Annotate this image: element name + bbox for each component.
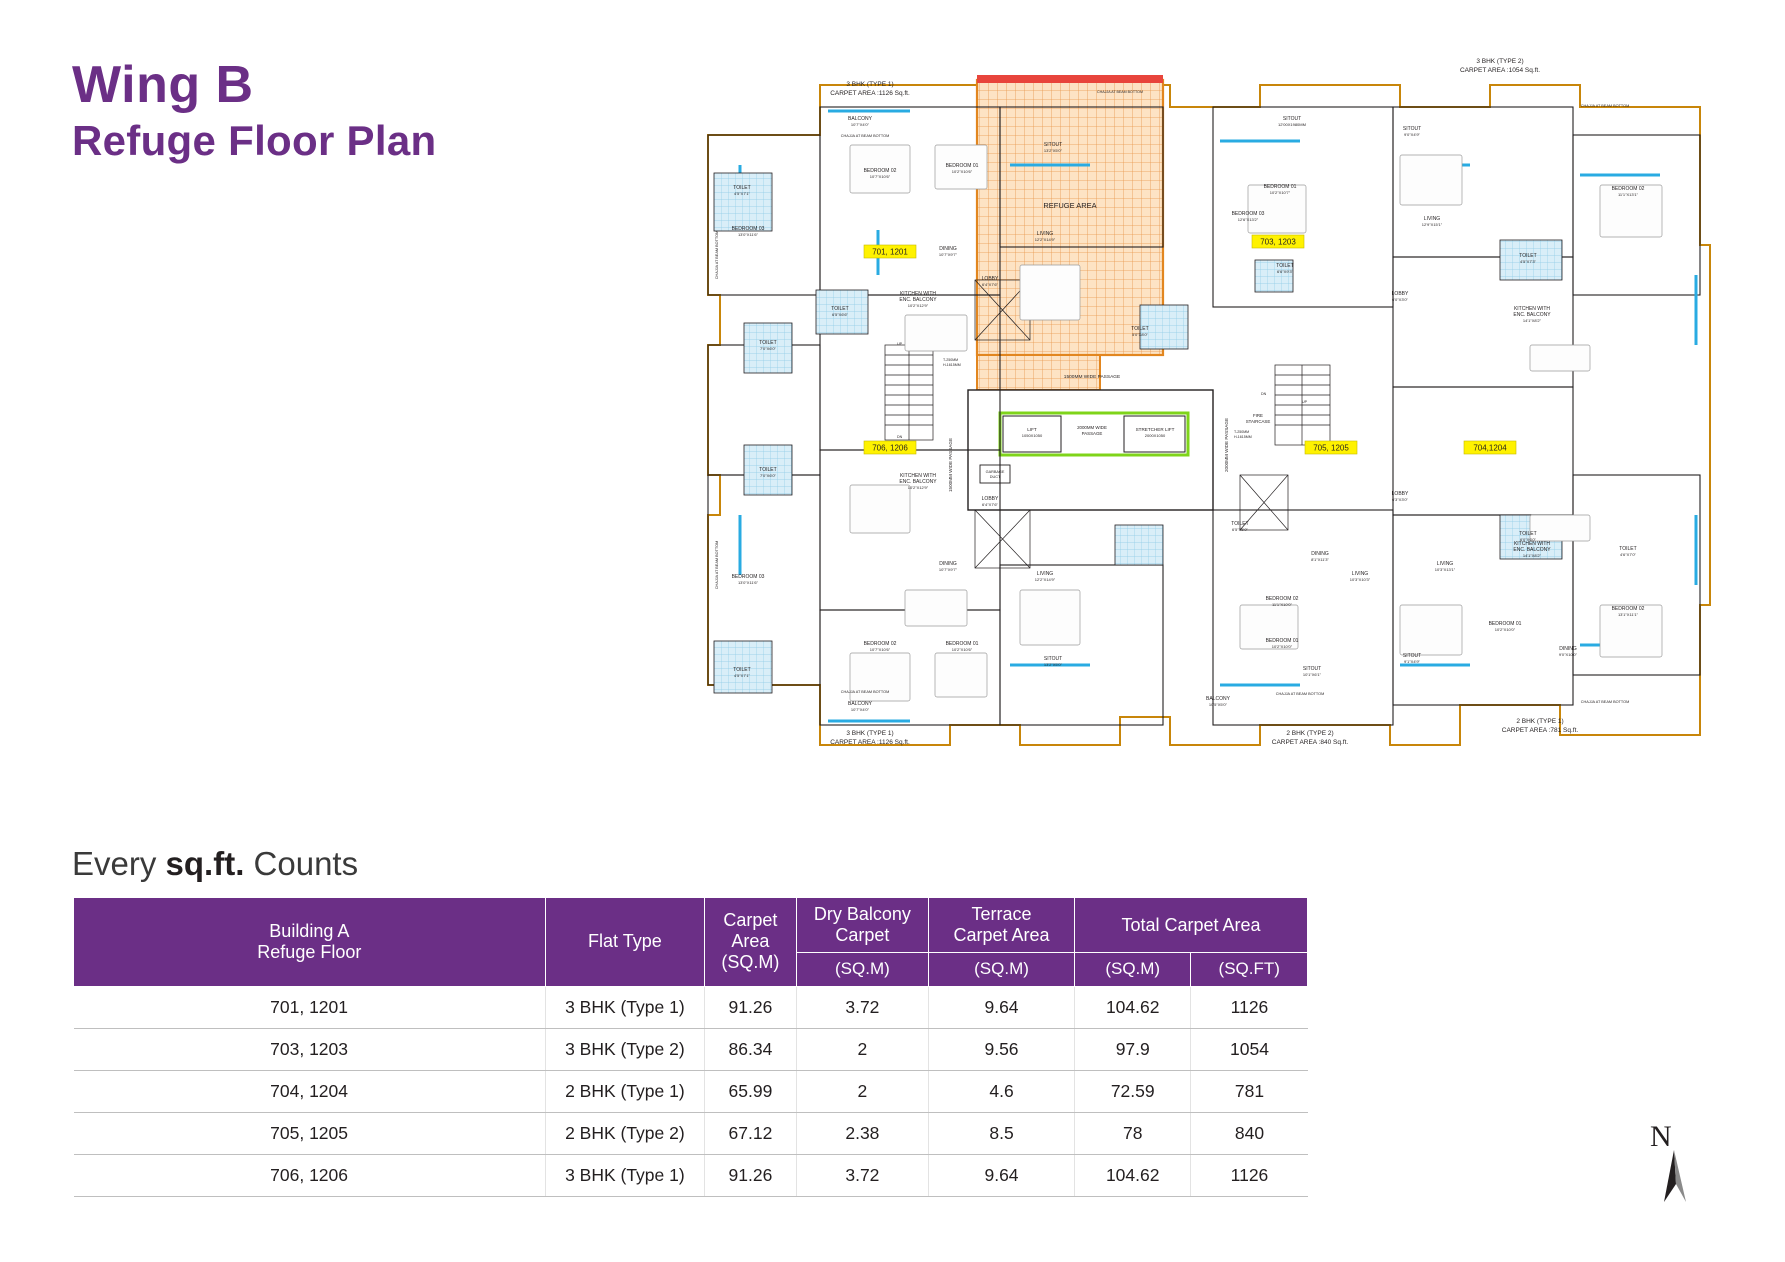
svg-text:KITCHEN WITH: KITCHEN WITH bbox=[899, 473, 937, 479]
table-row bbox=[74, 986, 1308, 1028]
svg-text:LOBBY: LOBBY bbox=[1391, 491, 1409, 497]
svg-text:13'1"X11'1": 13'1"X11'1" bbox=[1617, 612, 1639, 617]
svg-text:CARPET AREA :1126 Sq.ft.: CARPET AREA :1126 Sq.ft. bbox=[830, 739, 910, 746]
svg-text:7'0"X6'0": 7'0"X6'0" bbox=[760, 346, 776, 351]
table-header bbox=[74, 898, 1308, 987]
table-row bbox=[74, 1028, 1308, 1070]
svg-text:BEDROOM 01: BEDROOM 01 bbox=[1488, 621, 1522, 627]
page-title-block bbox=[72, 58, 436, 165]
cell-type: 3 BHK (Type 1) bbox=[545, 986, 704, 1028]
svg-text:1500MM WIDE PASSAGE: 1500MM WIDE PASSAGE bbox=[1063, 375, 1121, 380]
refuge-area-label: REFUGE AREA bbox=[1043, 201, 1097, 210]
svg-text:KITCHEN WITH: KITCHEN WITH bbox=[1513, 306, 1551, 312]
svg-text:DN: DN bbox=[1261, 392, 1267, 396]
cell-flats: 701, 1201 bbox=[74, 986, 546, 1028]
svg-text:14'1"X8'2": 14'1"X8'2" bbox=[1522, 553, 1542, 558]
svg-text:KITCHEN WITH: KITCHEN WITH bbox=[1513, 541, 1551, 547]
svg-text:TOILET: TOILET bbox=[1519, 531, 1537, 537]
cell-type: 3 BHK (Type 2) bbox=[545, 1028, 704, 1070]
header-terrace-line1: Terrace bbox=[971, 904, 1032, 924]
corner-title-bottom-left bbox=[830, 730, 910, 746]
svg-text:SITOUT: SITOUT bbox=[1402, 653, 1422, 659]
svg-text:10'7"X9'7": 10'7"X9'7" bbox=[938, 252, 958, 257]
svg-text:12'2"X14'9": 12'2"X14'9" bbox=[1034, 237, 1056, 242]
svg-text:1050X1050: 1050X1050 bbox=[1021, 433, 1043, 438]
cell-carpet: 65.99 bbox=[705, 1070, 797, 1112]
table-header-row-1 bbox=[74, 898, 1308, 953]
header-dry-line2: Carpet bbox=[835, 925, 890, 946]
cell-flats: 706, 1206 bbox=[74, 1154, 546, 1196]
svg-text:12'2"X14'9": 12'2"X14'9" bbox=[1034, 577, 1056, 582]
header-building bbox=[74, 898, 546, 987]
svg-text:BEDROOM 03: BEDROOM 03 bbox=[731, 574, 765, 580]
svg-text:CHAJJA AT BEAM BOTTOM: CHAJJA AT BEAM BOTTOM bbox=[1275, 692, 1325, 696]
svg-text:ENC. BALCONY: ENC. BALCONY bbox=[899, 297, 937, 303]
svg-text:CARPET AREA :781 Sq.ft.: CARPET AREA :781 Sq.ft. bbox=[1501, 727, 1579, 734]
svg-text:3 BHK (TYPE 2): 3 BHK (TYPE 2) bbox=[1476, 58, 1524, 65]
svg-text:10'7"X4'0": 10'7"X4'0" bbox=[850, 707, 870, 712]
svg-text:7'0"X6'0": 7'0"X6'0" bbox=[760, 473, 776, 478]
unit-callout-label: 704,1204 bbox=[1473, 443, 1507, 453]
svg-text:6'0"X3'0": 6'0"X3'0" bbox=[1392, 297, 1408, 302]
cell-total-sqm: 97.9 bbox=[1074, 1028, 1191, 1070]
header-terrace-unit: (SQ.M) bbox=[929, 953, 1075, 986]
cell-carpet: 86.34 bbox=[705, 1028, 797, 1070]
cell-carpet: 67.12 bbox=[705, 1112, 797, 1154]
north-letter: N bbox=[1650, 1120, 1672, 1153]
svg-text:3 BHK (TYPE 1): 3 BHK (TYPE 1) bbox=[846, 81, 894, 88]
svg-text:CHAJJA AT BEAM BOTTOM: CHAJJA AT BEAM BOTTOM bbox=[840, 134, 890, 138]
svg-text:SITOUT: SITOUT bbox=[1043, 656, 1063, 662]
header-flat-type: Flat Type bbox=[545, 898, 704, 987]
header-dry-unit: (SQ.M) bbox=[796, 953, 928, 986]
cell-terrace: 8.5 bbox=[929, 1112, 1075, 1154]
svg-text:12'9"X15'1": 12'9"X15'1" bbox=[1421, 222, 1443, 227]
svg-text:13'2"X5'0": 13'2"X5'0" bbox=[1043, 662, 1063, 667]
svg-text:5'0"X8'0": 5'0"X8'0" bbox=[1132, 332, 1148, 337]
svg-text:10'2"X12'9": 10'2"X12'9" bbox=[907, 303, 929, 308]
tagline-part3: Counts bbox=[244, 845, 359, 882]
svg-text:10'1"X6'1": 10'1"X6'1" bbox=[1302, 672, 1322, 677]
svg-text:1500MM WIDE PASSAGE: 1500MM WIDE PASSAGE bbox=[948, 437, 953, 493]
unit-callout-706 bbox=[864, 441, 916, 454]
unit-callout-705 bbox=[1305, 441, 1357, 454]
svg-text:13'2"X5'0": 13'2"X5'0" bbox=[1043, 148, 1063, 153]
cell-type: 3 BHK (Type 1) bbox=[545, 1154, 704, 1196]
svg-text:GARBAGE: GARBAGE bbox=[985, 470, 1005, 474]
svg-text:LOBBY: LOBBY bbox=[981, 496, 999, 502]
svg-text:6'5"X5'0": 6'5"X5'0" bbox=[1232, 527, 1248, 532]
svg-text:CHAJJA AT BEAM BOTTOM: CHAJJA AT BEAM BOTTOM bbox=[1580, 104, 1630, 108]
cell-flats: 704, 1204 bbox=[74, 1070, 546, 1112]
cell-total-sqft: 1126 bbox=[1191, 1154, 1308, 1196]
svg-text:4'5"X7'3": 4'5"X7'3" bbox=[1520, 259, 1536, 264]
cell-total-sqm: 72.59 bbox=[1074, 1070, 1191, 1112]
svg-text:9'0"X4'9": 9'0"X4'9" bbox=[1404, 132, 1420, 137]
svg-text:FIRE: FIRE bbox=[1252, 413, 1264, 418]
header-dry-balcony bbox=[796, 898, 928, 953]
header-building-line2: Refuge Floor bbox=[257, 941, 362, 962]
svg-text:STAIRCASE: STAIRCASE bbox=[1245, 419, 1271, 424]
svg-text:TOILET: TOILET bbox=[1619, 546, 1637, 552]
svg-text:6'6"X9'3": 6'6"X9'3" bbox=[1277, 269, 1293, 274]
svg-text:BEDROOM 02: BEDROOM 02 bbox=[863, 168, 897, 174]
carpet-area-table bbox=[73, 897, 1308, 1197]
svg-text:2 BHK (TYPE 2): 2 BHK (TYPE 2) bbox=[1286, 730, 1334, 737]
svg-text:12'6"X13'2": 12'6"X13'2" bbox=[1237, 217, 1259, 222]
svg-text:2000MM WIDE PASSAGE: 2000MM WIDE PASSAGE bbox=[1224, 417, 1229, 473]
unit-callout-label: 705, 1205 bbox=[1313, 443, 1349, 453]
svg-text:9'1"X4'9": 9'1"X4'9" bbox=[1404, 659, 1420, 664]
svg-text:10'2"X10'7": 10'2"X10'7" bbox=[1269, 190, 1291, 195]
cell-carpet: 91.26 bbox=[705, 986, 797, 1028]
cell-dry: 3.72 bbox=[796, 986, 928, 1028]
svg-text:H-1615MM: H-1615MM bbox=[943, 363, 961, 367]
cell-terrace: 9.64 bbox=[929, 986, 1075, 1028]
svg-text:14'1"X8'2": 14'1"X8'2" bbox=[1522, 318, 1542, 323]
svg-text:UP: UP bbox=[1302, 400, 1307, 404]
svg-text:BALCONY: BALCONY bbox=[848, 701, 872, 707]
svg-text:4'5"X7'1": 4'5"X7'1" bbox=[734, 673, 750, 678]
svg-text:UP: UP bbox=[897, 342, 902, 346]
unit-callout-label: 703, 1203 bbox=[1260, 237, 1296, 247]
svg-text:10'5"X5'0": 10'5"X5'0" bbox=[1208, 702, 1228, 707]
svg-text:TOILET: TOILET bbox=[1131, 326, 1149, 332]
svg-text:11'1"X10'0": 11'1"X10'0" bbox=[1271, 602, 1293, 607]
table-row bbox=[74, 1154, 1308, 1196]
svg-text:13'0"X11'6": 13'0"X11'6" bbox=[737, 580, 759, 585]
corner-title-bottom-right bbox=[1502, 718, 1579, 734]
svg-text:BEDROOM 02: BEDROOM 02 bbox=[863, 641, 897, 647]
header-total-sqm-unit: (SQ.M) bbox=[1074, 953, 1191, 986]
header-building-line1: Building A bbox=[269, 920, 350, 941]
svg-text:TOILET: TOILET bbox=[759, 467, 777, 473]
cell-dry: 3.72 bbox=[796, 1154, 928, 1196]
svg-text:TOILET: TOILET bbox=[733, 185, 751, 191]
table-body bbox=[74, 986, 1308, 1196]
svg-text:10'7"X10'6": 10'7"X10'6" bbox=[869, 647, 891, 652]
tagline-part1: Every bbox=[72, 845, 166, 882]
fire-staircase bbox=[1275, 365, 1330, 445]
svg-text:10'7"X4'0": 10'7"X4'0" bbox=[850, 122, 870, 127]
svg-text:2 BHK (TYPE 1): 2 BHK (TYPE 1) bbox=[1516, 718, 1564, 725]
svg-text:DINING: DINING bbox=[939, 561, 957, 567]
header-total-carpet: Total Carpet Area bbox=[1074, 898, 1307, 953]
svg-text:BEDROOM 01: BEDROOM 01 bbox=[1265, 638, 1299, 644]
cell-total-sqft: 781 bbox=[1191, 1070, 1308, 1112]
cell-dry: 2.38 bbox=[796, 1112, 928, 1154]
refuge-area bbox=[977, 75, 1163, 390]
svg-text:BALCONY: BALCONY bbox=[1206, 696, 1230, 702]
svg-text:6'3"X3'0": 6'3"X3'0" bbox=[1392, 497, 1408, 502]
svg-text:BEDROOM 03: BEDROOM 03 bbox=[731, 226, 765, 232]
svg-text:TOILET: TOILET bbox=[759, 340, 777, 346]
svg-text:TOILET: TOILET bbox=[831, 306, 849, 312]
svg-text:13'0"X11'6": 13'0"X11'6" bbox=[737, 232, 759, 237]
unit-callout-704 bbox=[1464, 441, 1516, 454]
svg-text:2000MM WIDE: 2000MM WIDE bbox=[1077, 425, 1107, 430]
svg-text:STRETCHER LIFT: STRETCHER LIFT bbox=[1135, 427, 1175, 432]
svg-text:LIVING: LIVING bbox=[1436, 561, 1454, 567]
svg-text:12'00X1980MM: 12'00X1980MM bbox=[1278, 122, 1306, 127]
svg-text:H-1615MM: H-1615MM bbox=[1234, 435, 1252, 439]
tagline-part2: sq.ft. bbox=[165, 845, 245, 882]
unit-callout-703 bbox=[1252, 235, 1304, 248]
corner-title-top-right bbox=[1460, 58, 1540, 74]
cell-dry: 2 bbox=[796, 1070, 928, 1112]
header-carpet-area bbox=[705, 898, 797, 987]
svg-text:10'7"X10'6": 10'7"X10'6" bbox=[869, 174, 891, 179]
cell-total-sqm: 104.62 bbox=[1074, 1154, 1191, 1196]
cell-terrace: 9.64 bbox=[929, 1154, 1075, 1196]
cell-total-sqft: 840 bbox=[1191, 1112, 1308, 1154]
svg-text:LIVING: LIVING bbox=[1036, 571, 1054, 577]
svg-text:BEDROOM 02: BEDROOM 02 bbox=[1611, 606, 1645, 612]
header-terrace-line2: Carpet Area bbox=[953, 925, 1050, 946]
svg-text:CHAJJA AT BEAM BOTTOM: CHAJJA AT BEAM BOTTOM bbox=[715, 230, 719, 280]
page-subtitle: Refuge Floor Plan bbox=[72, 116, 437, 164]
svg-text:BEDROOM 02: BEDROOM 02 bbox=[1611, 186, 1645, 192]
cell-flats: 705, 1205 bbox=[74, 1112, 546, 1154]
svg-text:6'5"X6'6": 6'5"X6'6" bbox=[832, 312, 848, 317]
unit-callout-label: 701, 1201 bbox=[872, 247, 908, 257]
svg-text:DINING: DINING bbox=[1559, 646, 1577, 652]
svg-text:3 BHK (TYPE 1): 3 BHK (TYPE 1) bbox=[846, 730, 894, 737]
cell-total-sqm: 104.62 bbox=[1074, 986, 1191, 1028]
corner-title-top-left bbox=[830, 81, 910, 97]
svg-text:SITOUT: SITOUT bbox=[1302, 666, 1322, 672]
svg-text:LOBBY: LOBBY bbox=[981, 276, 999, 282]
svg-text:11'1"X13'1": 11'1"X13'1" bbox=[1617, 192, 1639, 197]
cell-flats: 703, 1203 bbox=[74, 1028, 546, 1070]
svg-text:T-250MM: T-250MM bbox=[943, 358, 959, 362]
cell-total-sqm: 78 bbox=[1074, 1112, 1191, 1154]
svg-text:ENC. BALCONY: ENC. BALCONY bbox=[899, 479, 937, 485]
header-terrace bbox=[929, 898, 1075, 953]
svg-text:SITOUT: SITOUT bbox=[1282, 116, 1302, 122]
svg-text:ENC. BALCONY: ENC. BALCONY bbox=[1513, 547, 1551, 553]
cell-type: 2 BHK (Type 2) bbox=[545, 1112, 704, 1154]
svg-text:4'6"X7'0": 4'6"X7'0" bbox=[1620, 552, 1636, 557]
svg-text:10'7"X9'7": 10'7"X9'7" bbox=[938, 567, 958, 572]
cell-total-sqft: 1054 bbox=[1191, 1028, 1308, 1070]
cell-dry: 2 bbox=[796, 1028, 928, 1070]
svg-text:SITOUT: SITOUT bbox=[1402, 126, 1422, 132]
cell-terrace: 4.6 bbox=[929, 1070, 1075, 1112]
cell-carpet: 91.26 bbox=[705, 1154, 797, 1196]
header-total-sqft-unit: (SQ.FT) bbox=[1191, 953, 1308, 986]
svg-text:KITCHEN WITH: KITCHEN WITH bbox=[899, 291, 937, 297]
svg-text:CHAJJA AT BEAM BOTTOM: CHAJJA AT BEAM BOTTOM bbox=[840, 690, 890, 694]
table-row bbox=[74, 1070, 1308, 1112]
window-edges bbox=[737, 111, 1696, 721]
svg-text:CARPET AREA :1126 Sq.ft.: CARPET AREA :1126 Sq.ft. bbox=[830, 90, 910, 97]
svg-text:TOILET: TOILET bbox=[1276, 263, 1294, 269]
svg-text:4'5"X7'1": 4'5"X7'1" bbox=[734, 191, 750, 196]
svg-text:10'2"X10'6": 10'2"X10'6" bbox=[951, 169, 973, 174]
svg-text:T-250MM: T-250MM bbox=[1234, 430, 1250, 434]
svg-text:ENC. BALCONY: ENC. BALCONY bbox=[1513, 312, 1551, 318]
svg-text:LIVING: LIVING bbox=[1423, 216, 1441, 222]
svg-text:BALCONY: BALCONY bbox=[848, 116, 872, 122]
svg-text:10'2"X12'9": 10'2"X12'9" bbox=[907, 485, 929, 490]
svg-text:CARPET AREA :1054 Sq.ft.: CARPET AREA :1054 Sq.ft. bbox=[1459, 67, 1541, 74]
cell-total-sqft: 1126 bbox=[1191, 986, 1308, 1028]
unit-callout-label: 706, 1206 bbox=[872, 443, 908, 453]
svg-text:10'3"X10'3": 10'3"X10'3" bbox=[1349, 577, 1371, 582]
page-title: Wing B bbox=[72, 56, 254, 114]
floor-plan-drawing bbox=[700, 45, 1730, 785]
svg-text:CHAJJA AT BEAM BOTTOM: CHAJJA AT BEAM BOTTOM bbox=[715, 540, 719, 590]
svg-text:BEDROOM 02: BEDROOM 02 bbox=[1265, 596, 1299, 602]
header-carpet-line3: (SQ.M) bbox=[721, 952, 780, 973]
svg-text:6'0"X6'0": 6'0"X6'0" bbox=[1520, 537, 1536, 542]
tagline bbox=[72, 845, 358, 883]
north-arrow bbox=[1650, 1120, 1720, 1210]
svg-text:BEDROOM 01: BEDROOM 01 bbox=[945, 641, 979, 647]
cell-terrace: 9.56 bbox=[929, 1028, 1075, 1070]
svg-text:10'2"X10'6": 10'2"X10'6" bbox=[951, 647, 973, 652]
unit-callout-701 bbox=[864, 245, 916, 258]
cell-type: 2 BHK (Type 1) bbox=[545, 1070, 704, 1112]
svg-text:DINING: DINING bbox=[939, 246, 957, 252]
svg-text:9'0"X10'0": 9'0"X10'0" bbox=[1558, 652, 1578, 657]
svg-text:6'4"X7'6": 6'4"X7'6" bbox=[982, 282, 998, 287]
svg-text:LIFT: LIFT bbox=[1027, 427, 1037, 432]
header-dry-line1: Dry Balcony bbox=[813, 904, 911, 924]
svg-text:CHAJJA AT BEAM BOTTOM: CHAJJA AT BEAM BOTTOM bbox=[1097, 90, 1143, 94]
svg-text:10'3"X13'1": 10'3"X13'1" bbox=[1434, 567, 1456, 572]
svg-text:10'2"X10'0": 10'2"X10'0" bbox=[1271, 644, 1293, 649]
svg-text:BEDROOM 01: BEDROOM 01 bbox=[945, 163, 979, 169]
corner-title-bottom-mid bbox=[1272, 730, 1349, 746]
svg-text:DUCT: DUCT bbox=[989, 475, 1001, 479]
svg-text:CHAJJA AT BEAM BOTTOM: CHAJJA AT BEAM BOTTOM bbox=[1580, 700, 1630, 704]
svg-text:PASSAGE: PASSAGE bbox=[1081, 431, 1103, 436]
table-row bbox=[74, 1112, 1308, 1154]
svg-text:10'2"X10'0": 10'2"X10'0" bbox=[1494, 627, 1516, 632]
svg-text:LIVING: LIVING bbox=[1351, 571, 1369, 577]
svg-text:BEDROOM 03: BEDROOM 03 bbox=[1231, 211, 1265, 217]
svg-text:LOBBY: LOBBY bbox=[1391, 291, 1409, 297]
svg-text:2000X1050: 2000X1050 bbox=[1144, 433, 1166, 438]
svg-text:8'1"X11'3": 8'1"X11'3" bbox=[1311, 557, 1329, 562]
header-carpet-line1: Carpet bbox=[723, 909, 778, 930]
svg-text:6'4"X7'6": 6'4"X7'6" bbox=[982, 502, 998, 507]
svg-text:BEDROOM 01: BEDROOM 01 bbox=[1263, 184, 1297, 190]
svg-text:TOILET: TOILET bbox=[1231, 521, 1249, 527]
header-carpet-line2: Area bbox=[731, 931, 770, 952]
svg-text:DINING: DINING bbox=[1311, 551, 1329, 557]
svg-text:SITOUT: SITOUT bbox=[1043, 142, 1063, 148]
svg-text:CARPET AREA :840 Sq.ft.: CARPET AREA :840 Sq.ft. bbox=[1271, 739, 1349, 746]
svg-text:DN: DN bbox=[897, 435, 903, 439]
svg-text:LIVING: LIVING bbox=[1036, 231, 1054, 237]
svg-text:TOILET: TOILET bbox=[733, 667, 751, 673]
svg-text:TOILET: TOILET bbox=[1519, 253, 1537, 259]
